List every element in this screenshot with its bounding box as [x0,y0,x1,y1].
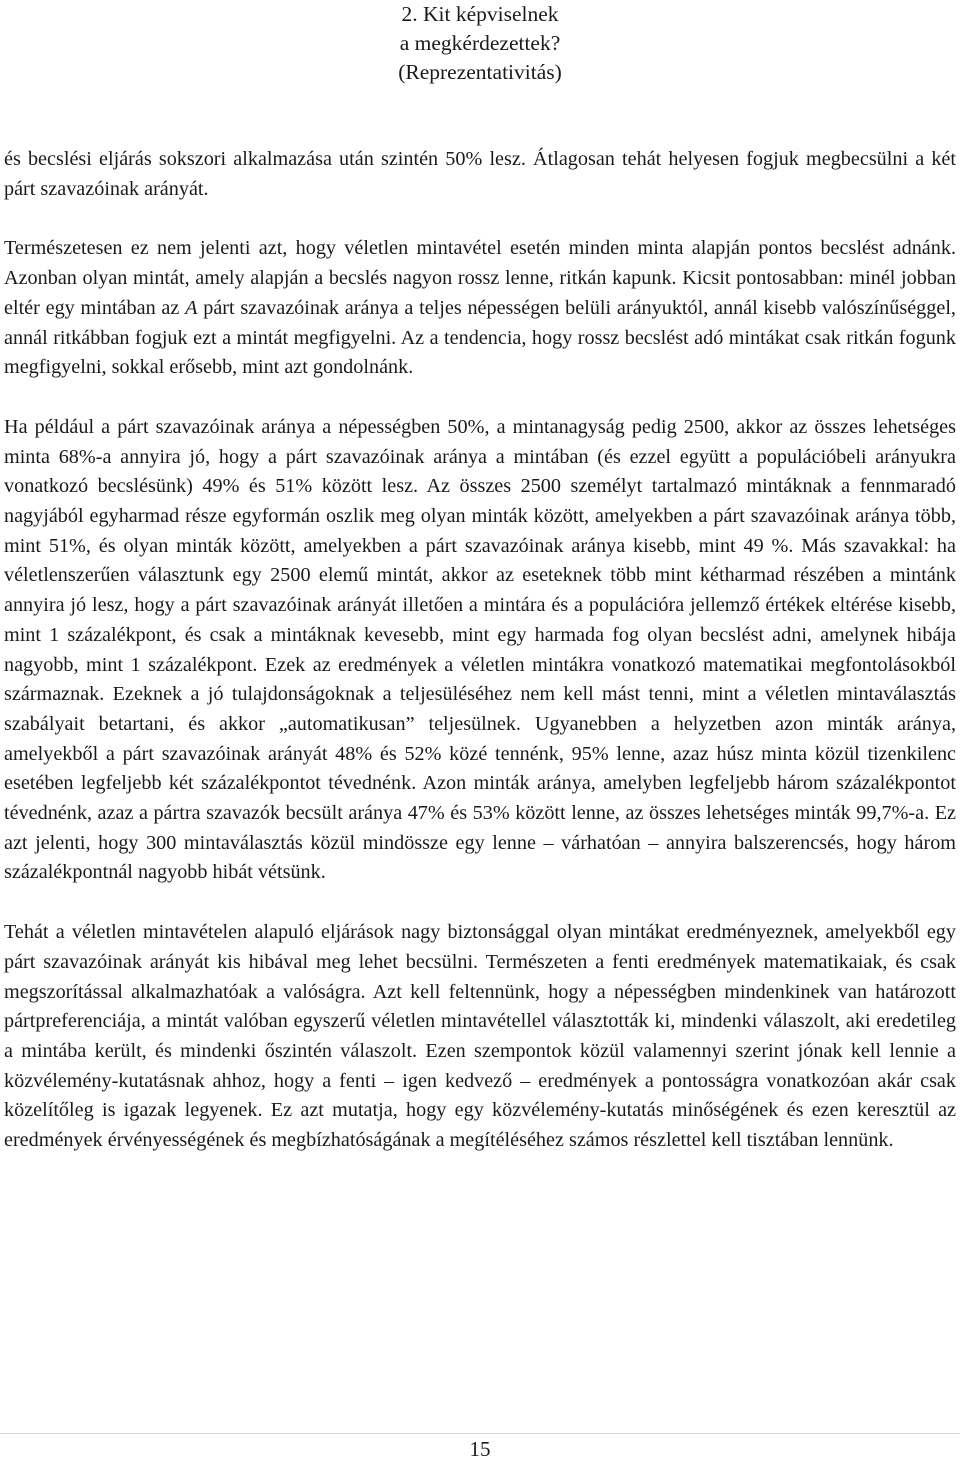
header-chapter-title: 2. Kit képviselnek [401,2,559,26]
page-number: 15 [469,1437,491,1461]
header-chapter-topic: (Reprezentativitás) [398,60,562,84]
page-header [0,0,960,87]
footer-divider [0,1433,960,1434]
paragraph-1: és becslési eljárás sokszori alkalmazása után szintén 50% lesz. Átlagosan tehát helyesen fogjuk megbecsülni a két párt szavazóinak arányát. [4,148,956,200]
body-text [4,145,956,1156]
header-chapter-subtitle: a megkérdezettek? [399,31,561,55]
paragraph-2-part-a: Természetesen ez nem jelenti azt, hogy véletlen mintavétel esetén minden minta alapján pontos becslést adnánk. Azonban olyan mintát, amely alapján a becslés nagyon rossz lenne, ritkán kapunk. Kicsit pontosabban: minél jobban eltér egy mintában az [4,237,956,319]
paragraph-2-part-b: párt szavazóinak aránya a teljes népességen belüli arányuktól, annál kisebb valószínűséggel, annál ritkábban fogjuk ezt a mintát megfigyelni. Az a tendencia, hogy rossz becslést adó mintákat csak ritkán fogunk megfigyelni, sokkal erősebb, mint azt gondolnánk. [4,296,956,379]
paragraph-2 [4,234,956,383]
party-a-label: A [185,296,198,319]
paragraph-3: Ha például a párt szavazóinak aránya a népességben 50%, a mintanagyság pedig 2500, akkor az összes lehetséges minta 68%-a annyira jó, hogy a párt szavazóinak aránya a mintában (és ezzel együtt a populációbeli arányukra vonatkozó becslésünk) 49% és 51% között lesz. Az összes 2500 személyt tartalmazó mintáknak a fennmaradó nagyjából egyharmad része egyformán oszlik meg olyan minták között, amelyekben a párt szavazóinak aránya több, mint 51%, és olyan minták között, amelyekben a párt szavazóinak aránya kisebb, mint 49 %. Más szavakkal: ha véletlenszerűen választunk egy 2500 elemű mintát, akkor az eseteknek több mint kétharmad részében a mintánk annyira jó lesz, hogy a párt szavazóinak arányát illetően a mintára és a populációra jellemző értékek eltérése kisebb, mint 1 százalékpont, és csak a mintáknak kevesebb, mint egy harmada fog olyan becslést adni, amelynek hibája nagyobb, mint 1 százalékpont. Ezek az eredmények a véletlen mintákra vonatkozó matematikai megfontolásokból származnak. Ezeknek a jó tulajdonságoknak a teljesüléséhez nem kell mást tenni, mint a véletlen mintaválasztás szabályait betartani, és akkor „automatikusan” teljesülnek. Ugyanebben a helyzetben azon minták aránya, amelyekből a párt szavazóinak arányát 48% és 52% közé tennénk, 95% lenne, azaz húsz minta közül tizenkilenc esetében legfeljebb két százalékpontot tévednénk. Azon minták aránya, amelyben legfeljebb három százalékpontot tévednénk, azaz a pártra szavazók becsült aránya 47% és 53% között lenne, az összes lehetséges minták 99,7%-a. Ez azt jelenti, hogy 300 mintaválasztás közül mindössze egy lenne – várhatóan – annyira balszerencsés, hogy három százalékpontnál nagyobb hibát vétsünk. [4,415,956,884]
paragraph-4: Tehát a véletlen mintavételen alapuló eljárások nagy biztonsággal olyan mintákat eredményeznek, amelyekből egy párt szavazóinak arányát kis hibával meg lehet becsülni. Természeten a fenti eredmények matematikaiak, és csak megszorítással alkalmazhatóak a valóságra. Azt kell feltennünk, hogy a népességben mindenkinek van határozott pártpreferenciája, a mintát valóban egyszerű véletlen mintavétellel választották ki, mindenki válaszolt, aki eredetileg a mintába került, és mindenki őszintén válaszolt. Ezen szempontok közül valamennyi szerint jónak kell lennie a közvélemény-kutatásnak ahhoz, hogy a fenti – igen kedvező – eredmények a pontosságra vonatkozóan akár csak közelítőleg is igazak legyenek. Ez azt mutatja, hogy egy közvélemény-kutatás minőségének és ezen keresztül az eredmények érvényességének és megbízhatóságának a megítéléséhez számos részlettel kell tisztában lennünk. [4,921,956,1152]
